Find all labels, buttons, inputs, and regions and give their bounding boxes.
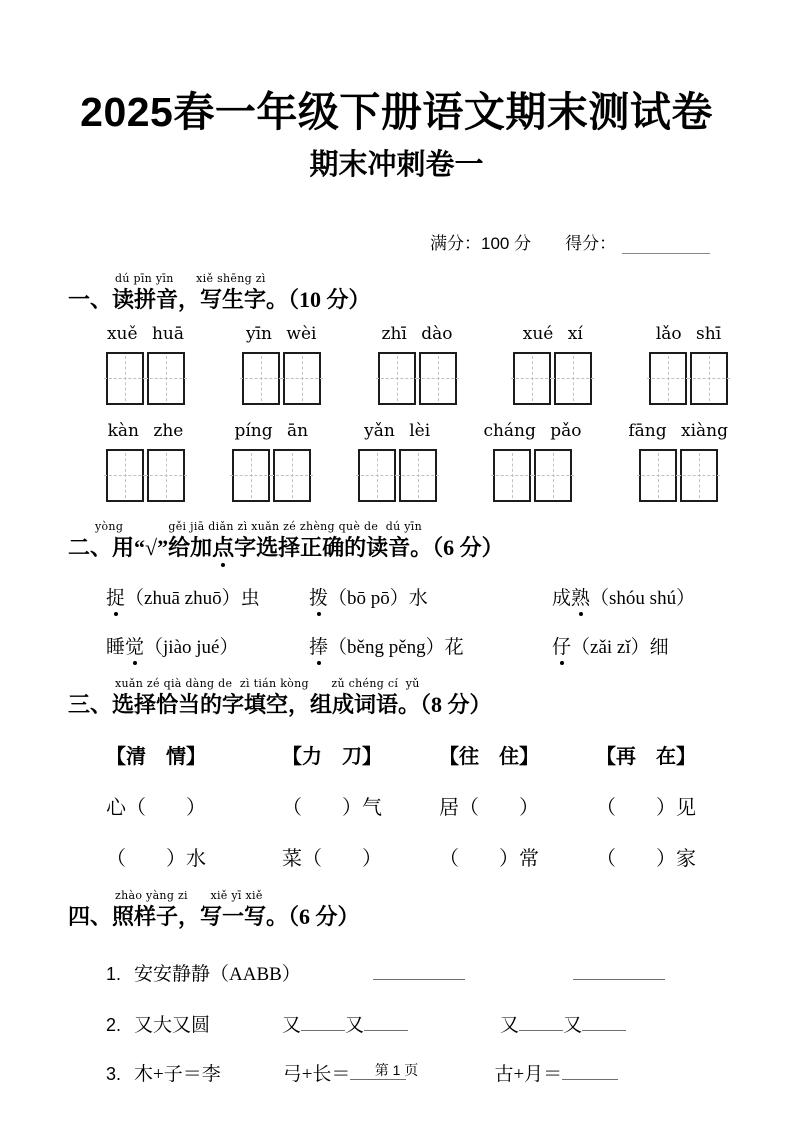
fill-row-2: [106, 842, 725, 871]
answer-blank-line: [573, 967, 665, 980]
pinyin-word: fāng xiàng: [628, 420, 728, 441]
option-pre: 成: [552, 587, 572, 609]
grid-col: [513, 324, 592, 405]
example-item-1: [106, 959, 725, 986]
grid-row-2: [106, 421, 728, 502]
writing-grid-box: [273, 449, 311, 502]
grid-col: [242, 324, 321, 405]
writing-grid-box: [513, 352, 551, 405]
writing-grid-box: [283, 352, 321, 405]
fill-cell: （ ）气: [282, 797, 382, 820]
writing-grid-box: [399, 449, 437, 502]
bracket-choice: 【再 在】: [596, 746, 696, 769]
writing-grid-box: [534, 449, 572, 502]
emphasized-char: 点: [212, 534, 235, 560]
reading-option: [106, 583, 309, 610]
option-post: （běng pěng）花: [328, 636, 464, 658]
grid-col: [483, 421, 581, 502]
item-number: 3.: [106, 1063, 122, 1084]
option-post: （shóu shú）: [590, 587, 696, 609]
pinyin-word: píng ān: [234, 420, 309, 441]
pattern-char: 又: [282, 1014, 302, 1036]
pinyin-word: cháng pǎo: [483, 420, 582, 441]
bracket-choice: 【清 情】: [106, 746, 206, 769]
bracket-choice: 【往 住】: [439, 746, 539, 769]
grid-col: [106, 324, 185, 405]
pattern-char: 又: [345, 1014, 365, 1036]
example-text: 安安静静（AABB）: [134, 963, 301, 985]
option-post: （bō pō）水: [328, 587, 428, 609]
fill-row-1: [106, 791, 725, 820]
writing-grid-box: [358, 449, 396, 502]
pinyin-word: yīn wèi: [246, 323, 317, 344]
pattern-char: 又: [563, 1014, 583, 1036]
score-header: [68, 229, 725, 254]
writing-grid-pair: [106, 352, 185, 405]
emphasized-char: 捉: [106, 583, 125, 610]
grid-col: [378, 324, 457, 405]
option-post: （jiào jué）: [144, 636, 239, 658]
section-1: [68, 270, 728, 501]
answer-blank-line: [301, 1018, 345, 1031]
page-footer: 第 1 页: [374, 1062, 419, 1078]
section-4: [68, 887, 725, 1085]
char-sum-text: 古+月＝: [494, 1063, 563, 1085]
character-choices-row: [106, 740, 725, 769]
full-score-label: 满分：100 分: [430, 234, 532, 254]
writing-grid-box: [106, 352, 144, 405]
section-1-heading: 一、读拼音，写生字。（10 分）: [68, 287, 371, 313]
writing-grid-box: [232, 449, 270, 502]
char-sum-text: 弓+长＝: [282, 1063, 351, 1085]
section-2: [68, 518, 725, 659]
page-subtitle: 期末冲刺卷一: [309, 149, 484, 182]
score-label: 得分：: [565, 234, 617, 254]
page-title: 2025春一年级下册语文期末测试卷: [80, 89, 713, 135]
fill-cell: （ ）家: [596, 848, 696, 871]
writing-grid-pair: [242, 352, 321, 405]
writing-grid-box: [680, 449, 718, 502]
reading-options-row-1: [106, 583, 725, 610]
grid-col: [649, 324, 728, 405]
writing-grid-box: [106, 449, 144, 502]
answer-blank-line: [519, 1018, 563, 1031]
writing-grid-box: [147, 449, 185, 502]
heading-text: 二、用“√”给加: [68, 534, 213, 560]
pinyin-word: xuě huā: [106, 323, 185, 344]
writing-grid-pair: [106, 449, 185, 502]
emphasized-char: 仔: [552, 632, 571, 659]
grid-col: [106, 421, 185, 502]
writing-grid-box: [147, 352, 185, 405]
bracket-choice: 【力 刀】: [282, 746, 382, 769]
grid-col: [628, 421, 728, 502]
pinyin-word: yǎn lèi: [364, 420, 431, 441]
reading-option: [552, 583, 695, 610]
fill-cell: 菜（ ）: [282, 848, 382, 871]
item-number: 1.: [106, 963, 122, 984]
score-blank-line: [622, 240, 710, 254]
option-post: （zhuā zhuō）虫: [125, 587, 260, 609]
writing-grid-box: [242, 352, 280, 405]
section-4-heading: 四、照样子，写一写。（6 分）: [68, 904, 360, 930]
emphasized-char: 捧: [309, 632, 328, 659]
writing-grid-box: [554, 352, 592, 405]
section-3-heading: 三、选择恰当的字填空，组成词语。（8 分）: [68, 691, 492, 717]
writing-grid-box: [493, 449, 531, 502]
example-item-2: [106, 1010, 725, 1037]
writing-grid-box: [690, 352, 728, 405]
section-2-heading: [68, 535, 725, 561]
writing-grid-pair: [513, 352, 592, 405]
example-text: 木+子＝李: [134, 1063, 221, 1085]
writing-grid-pair: [378, 352, 457, 405]
pattern-char: 又: [500, 1014, 520, 1036]
reading-option: [309, 583, 552, 610]
writing-grid-box: [649, 352, 687, 405]
fill-cell: 居（ ）: [439, 797, 539, 820]
section-3: [68, 675, 725, 871]
writing-grid-box: [419, 352, 457, 405]
writing-grid-pair: [493, 449, 572, 502]
pattern-group: [282, 1010, 408, 1037]
item-number: 2.: [106, 1014, 122, 1035]
writing-grid-block: [106, 324, 728, 502]
grid-row-1: [106, 324, 728, 405]
emphasized-char: 觉: [125, 632, 144, 659]
emphasized-char: 拨: [309, 583, 328, 610]
pattern-group: [500, 1010, 626, 1037]
writing-grid-pair: [649, 352, 728, 405]
reading-option: [309, 632, 552, 659]
answer-blank-line: [582, 1018, 626, 1031]
pinyin-word: zhī dào: [381, 323, 453, 344]
emphasized-char: 熟: [571, 583, 590, 610]
answer-blank-line: [373, 967, 465, 980]
writing-grid-box: [378, 352, 416, 405]
reading-options-row-2: [106, 632, 725, 659]
pinyin-word: xué xí: [522, 323, 583, 344]
section-1-pinyin: dú pīn yīn xiě shēng zì: [115, 272, 266, 286]
heading-text: 字选择正确的读音。（6 分）: [234, 534, 504, 560]
grid-col: [358, 421, 437, 502]
fill-cell: （ ）见: [596, 797, 696, 820]
writing-grid-pair: [358, 449, 437, 502]
section-4-pinyin: zhào yàng zi xiě yī xiě: [115, 889, 263, 903]
section-2-pinyin: yòng gěi jiā diǎn zì xuǎn zé zhèng què de dú yīn: [95, 519, 422, 533]
grid-col: [232, 421, 311, 502]
option-post: （zǎi zǐ）细: [571, 636, 669, 658]
example-text: 又大又圆: [134, 1014, 211, 1036]
writing-grid-box: [639, 449, 677, 502]
writing-grid-pair: [639, 449, 718, 502]
section-3-pinyin: xuǎn zé qià dàng de zì tián kòng zǔ chéng cí yǔ: [115, 676, 420, 690]
reading-option: [106, 632, 309, 659]
writing-grid-pair: [232, 449, 311, 502]
pinyin-word: lǎo shī: [655, 323, 722, 344]
option-pre: 睡: [106, 636, 126, 658]
pinyin-word: kàn zhe: [107, 420, 184, 441]
fill-cell: （ ）水: [106, 848, 206, 871]
answer-blank-line: [364, 1018, 408, 1031]
reading-option: [552, 632, 669, 659]
fill-cell: 心（ ）: [106, 797, 206, 820]
fill-cell: （ ）常: [439, 848, 539, 871]
